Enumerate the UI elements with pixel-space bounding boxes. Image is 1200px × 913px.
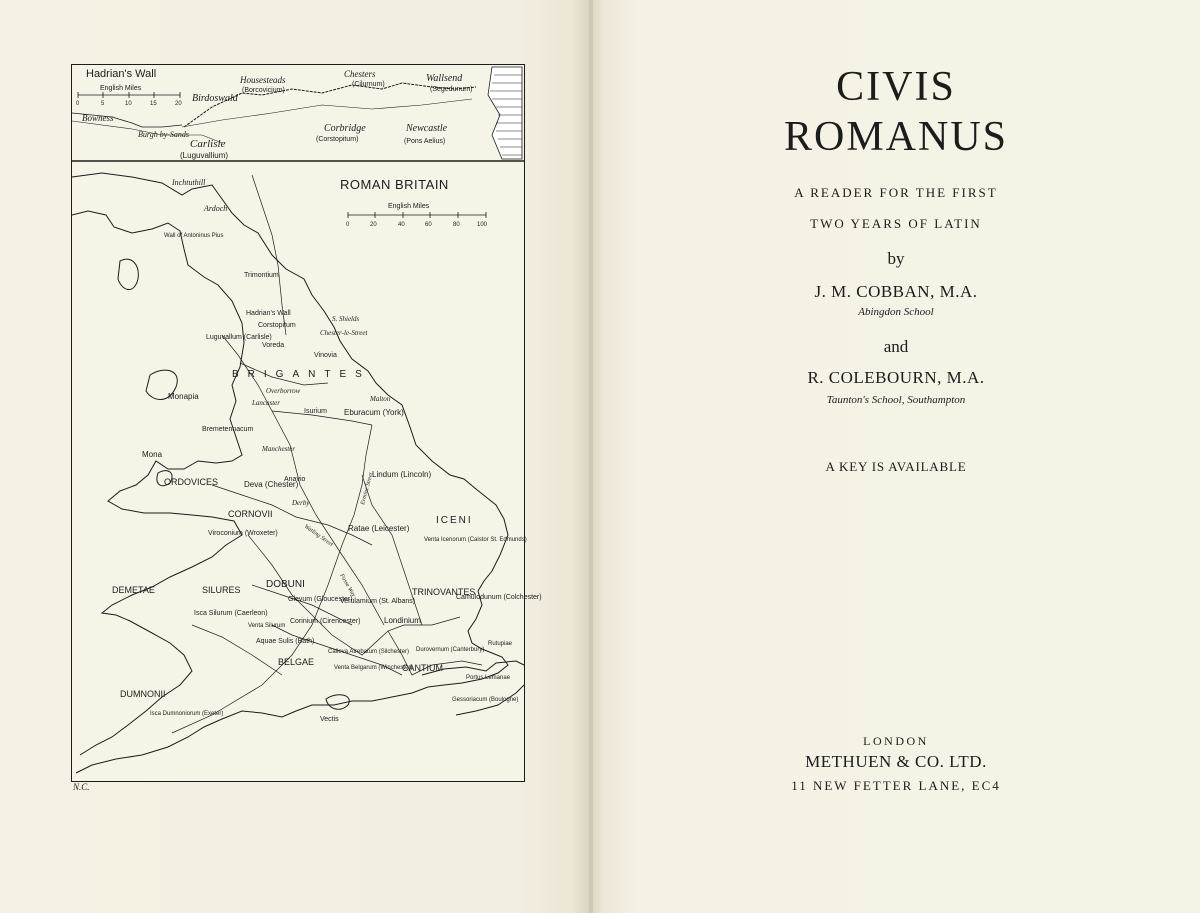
tribe-label: ICENI (436, 515, 473, 526)
place-label: Malton (370, 395, 391, 403)
place-label: Voreda (262, 342, 285, 349)
place-label: Bremetennacum (202, 426, 254, 433)
place-label: Wall of Antoninus Pius (164, 233, 224, 239)
map-scale-label: English Miles (388, 203, 430, 210)
inset-scale-tick: 15 (150, 101, 157, 107)
place-label: Londinium (384, 616, 421, 625)
place-label: Durovernum (Canterbury) (416, 647, 485, 653)
place-label: Trimontium (244, 272, 279, 279)
inset-place-sub: (Luguvallium) (180, 151, 229, 160)
tribe-label: DUMNONII (120, 689, 166, 699)
road-label: Watling Street (302, 523, 334, 548)
tribe-label: CANTIUM (402, 663, 443, 673)
place-label: Anavio (284, 476, 306, 483)
author2-name: R. COLEBOURN, M.A. (807, 368, 985, 387)
place-label: Manchester (262, 445, 296, 453)
inset-scale-tick: 20 (175, 101, 182, 107)
tribe-label: BRIGANTES (232, 369, 371, 380)
tribe-label: BELGAE (278, 657, 315, 667)
britain-coastline (72, 173, 524, 773)
place-label: Monapia (168, 392, 199, 401)
place-label: Isurium (304, 408, 327, 415)
map-scale-tick: 100 (477, 222, 488, 228)
inset-place: Corbridge (324, 123, 366, 134)
place-label: Hadrian's Wall (246, 310, 291, 317)
author1-school: Abingdon School (858, 306, 934, 318)
inset-title: Hadrian's Wall (86, 68, 157, 80)
place-label: Ratae (Leicester) (348, 524, 410, 533)
inset-scale-tick: 5 (101, 101, 105, 107)
subtitle-line1: A READER FOR THE FIRST (794, 185, 998, 200)
place-label: Verulamium (St. Albans) (340, 598, 416, 605)
place-label: Ardoch (204, 204, 228, 213)
book-title-line1: CIVIS (836, 64, 956, 110)
map-main-title: ROMAN BRITAIN (340, 177, 449, 192)
map-scale-tick: 80 (453, 222, 460, 228)
map-scale-tick: 60 (425, 222, 432, 228)
road-label: Fosse Way (338, 573, 357, 599)
subtitle-line2: TWO YEARS OF LATIN (810, 216, 982, 231)
place-label: Calleva Atrebatum (Silchester) (328, 649, 410, 655)
place-label: Corinium (Cirencester) (290, 618, 361, 625)
place-label: Mona (142, 450, 163, 459)
tribe-label: DEMETAE (112, 585, 155, 595)
place-label: Venta Icenorum (Caistor St. Edmunds) (424, 537, 527, 543)
inset-place-sub: (Segedunum) (430, 86, 473, 93)
tribe-label: ORDOVICES (164, 477, 219, 487)
publisher-name: METHUEN & CO. LTD. (805, 752, 987, 771)
place-label: Derby (292, 499, 310, 507)
map-scale-tick: 0 (346, 222, 350, 228)
place-label: Lancaster (252, 399, 280, 407)
map-scale-tick: 20 (370, 222, 377, 228)
cartographer-initials: N.C. (73, 782, 90, 792)
inset-place: Carlisle (190, 138, 226, 150)
inset-place-sub: (Cilurnum) (352, 81, 385, 88)
inset-place-sub: (Pons Aelius) (404, 138, 446, 145)
inset-place-sub: (Borcovicium) (242, 87, 285, 94)
inset-place: Bowness (82, 113, 114, 123)
inset-scale-label: English Miles (100, 85, 142, 92)
inset-scale-tick: 10 (125, 101, 132, 107)
road-label: Ermine Street (360, 472, 375, 506)
place-label: Lindum (Lincoln) (372, 470, 432, 479)
tribe-label: DOBUNI (266, 579, 305, 590)
inset-place: Newcastle (406, 123, 448, 134)
map-scale-tick: 40 (398, 222, 405, 228)
publisher-address: 11 NEW FETTER LANE, EC4 (791, 778, 1001, 793)
place-label: Isca Silurum (Caerleon) (194, 610, 268, 617)
author2-school: Taunton's School, Southampton (826, 394, 966, 406)
place-label: Gessoriacum (Boulogne) (452, 697, 519, 703)
tribe-label: CORNOVII (228, 509, 273, 519)
inset-place: Housesteads (240, 75, 286, 85)
and-label: and (883, 337, 909, 356)
place-label: Isca Dumnoniorum (Exeter) (150, 711, 224, 717)
place-label: Venta Belgarum (Winchester) (334, 665, 413, 671)
place-label: S. Shields (332, 315, 360, 323)
place-label: Glevum (Gloucester) (288, 596, 353, 603)
author1-name: J. M. COBBAN, M.A. (814, 282, 978, 301)
place-label: Aquae Sulis (Bath) (256, 638, 315, 645)
book-title-line2: ROMANUS (783, 114, 1009, 160)
place-label: Eburacum (York) (344, 408, 404, 417)
inset-place: Birdoswald (192, 93, 238, 104)
inset-place: Wallsend (426, 73, 463, 84)
inset-scale-tick: 0 (76, 101, 80, 107)
place-label: Portus Lemanae (466, 675, 511, 681)
place-label: Luguvallum (Carlisle) (206, 334, 272, 341)
by-label: by (887, 249, 905, 268)
roman-britain-map (71, 64, 542, 782)
place-label: Inchtuthill (172, 178, 206, 187)
place-label: Vinovia (314, 352, 337, 359)
place-label: Rutupiae (488, 641, 513, 647)
place-label: Vectis (320, 716, 339, 723)
tribe-label: TRINOVANTES (412, 587, 476, 597)
place-label: Deva (Chester) (244, 480, 299, 489)
inset-place-sub: (Corstopitum) (316, 136, 359, 143)
inset-place: Chesters (344, 69, 376, 79)
place-label: Venta Silurum (248, 623, 286, 629)
place-label: Overborrow (266, 387, 301, 395)
place-label: Camulodunum (Colchester) (456, 594, 542, 601)
publisher-city: LONDON (863, 734, 929, 748)
key-available-note: A KEY IS AVAILABLE (825, 459, 967, 474)
place-label: Viroconium (Wroxeter) (208, 530, 278, 537)
map-svg (72, 65, 542, 781)
place-label: Chester-le-Street (320, 329, 368, 337)
inset-place: Burgh by-Sands (138, 130, 190, 139)
tribe-label: SILURES (202, 585, 241, 595)
place-label: Corstopitum (258, 322, 296, 329)
